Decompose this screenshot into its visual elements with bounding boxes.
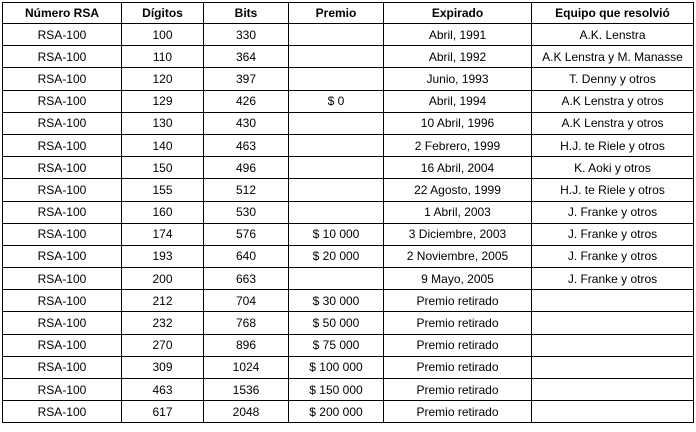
cell-digitos: 232 [122, 312, 204, 334]
cell-numero-rsa: RSA-100 [3, 24, 122, 46]
table-row [3, 379, 694, 401]
table-row [3, 179, 694, 201]
cell-equipo: J. Franke y otros [532, 245, 694, 267]
table-row [3, 356, 694, 378]
cell-expirado: 9 Mayo, 2005 [384, 268, 532, 290]
cell-digitos: 212 [122, 290, 204, 312]
cell-bits: 663 [204, 268, 289, 290]
cell-bits: 640 [204, 245, 289, 267]
cell-expirado: Abril, 1992 [384, 46, 532, 68]
cell-numero-rsa: RSA-100 [3, 379, 122, 401]
cell-expirado: 2 Febrero, 1999 [384, 134, 532, 156]
cell-premio: $ 20 000 [289, 245, 384, 267]
cell-bits: 530 [204, 201, 289, 223]
cell-equipo: J. Franke y otros [532, 223, 694, 245]
cell-bits: 704 [204, 290, 289, 312]
cell-digitos: 193 [122, 245, 204, 267]
cell-expirado: Premio retirado [384, 401, 532, 423]
cell-bits: 576 [204, 223, 289, 245]
cell-digitos: 155 [122, 179, 204, 201]
cell-equipo [532, 401, 694, 423]
cell-digitos: 140 [122, 134, 204, 156]
table-row [3, 24, 694, 46]
table-row [3, 223, 694, 245]
cell-expirado: 2 Noviembre, 2005 [384, 245, 532, 267]
cell-premio [289, 179, 384, 201]
cell-expirado: 10 Abril, 1996 [384, 112, 532, 134]
cell-bits: 426 [204, 90, 289, 112]
cell-numero-rsa: RSA-100 [3, 134, 122, 156]
cell-digitos: 129 [122, 90, 204, 112]
cell-expirado: 1 Abril, 2003 [384, 201, 532, 223]
table-row [3, 401, 694, 423]
cell-expirado: Premio retirado [384, 290, 532, 312]
table-row [3, 134, 694, 156]
cell-numero-rsa: RSA-100 [3, 201, 122, 223]
table-row [3, 112, 694, 134]
table-body [3, 24, 694, 423]
cell-numero-rsa: RSA-100 [3, 356, 122, 378]
table-row [3, 68, 694, 90]
cell-numero-rsa: RSA-100 [3, 46, 122, 68]
cell-digitos: 617 [122, 401, 204, 423]
cell-expirado: 22 Agosto, 1999 [384, 179, 532, 201]
cell-bits: 397 [204, 68, 289, 90]
cell-equipo: J. Franke y otros [532, 268, 694, 290]
cell-equipo [532, 334, 694, 356]
cell-digitos: 120 [122, 68, 204, 90]
header-numero-rsa: Número RSA [3, 3, 122, 24]
table-row [3, 290, 694, 312]
table-header-row [3, 3, 694, 24]
cell-bits: 364 [204, 46, 289, 68]
rsa-challenge-table [2, 2, 694, 423]
cell-premio [289, 201, 384, 223]
cell-digitos: 309 [122, 356, 204, 378]
table-row [3, 201, 694, 223]
cell-equipo: K. Aoki y otros [532, 157, 694, 179]
cell-premio: $ 10 000 [289, 223, 384, 245]
cell-digitos: 150 [122, 157, 204, 179]
cell-numero-rsa: RSA-100 [3, 223, 122, 245]
cell-bits: 768 [204, 312, 289, 334]
cell-numero-rsa: RSA-100 [3, 334, 122, 356]
cell-numero-rsa: RSA-100 [3, 312, 122, 334]
header-bits: Bits [204, 3, 289, 24]
cell-expirado: 16 Abril, 2004 [384, 157, 532, 179]
table-row [3, 268, 694, 290]
cell-expirado: Premio retirado [384, 334, 532, 356]
cell-bits: 2048 [204, 401, 289, 423]
header-digitos: Dígitos [122, 3, 204, 24]
cell-bits: 1536 [204, 379, 289, 401]
cell-digitos: 130 [122, 112, 204, 134]
cell-numero-rsa: RSA-100 [3, 268, 122, 290]
cell-bits: 496 [204, 157, 289, 179]
cell-premio: $ 75 000 [289, 334, 384, 356]
table-row [3, 245, 694, 267]
cell-premio: $ 0 [289, 90, 384, 112]
cell-equipo [532, 379, 694, 401]
cell-equipo [532, 290, 694, 312]
cell-numero-rsa: RSA-100 [3, 401, 122, 423]
cell-premio: $ 50 000 [289, 312, 384, 334]
cell-bits: 1024 [204, 356, 289, 378]
cell-equipo: H.J. te Riele y otros [532, 179, 694, 201]
cell-premio: $ 30 000 [289, 290, 384, 312]
cell-digitos: 100 [122, 24, 204, 46]
cell-bits: 512 [204, 179, 289, 201]
cell-numero-rsa: RSA-100 [3, 179, 122, 201]
cell-expirado: Abril, 1994 [384, 90, 532, 112]
cell-numero-rsa: RSA-100 [3, 290, 122, 312]
cell-premio [289, 112, 384, 134]
cell-premio [289, 134, 384, 156]
cell-premio [289, 268, 384, 290]
cell-premio [289, 157, 384, 179]
cell-equipo: H.J. te Riele y otros [532, 134, 694, 156]
cell-expirado: Premio retirado [384, 379, 532, 401]
table-row [3, 157, 694, 179]
cell-digitos: 270 [122, 334, 204, 356]
cell-expirado: Premio retirado [384, 356, 532, 378]
header-equipo: Equipo que resolvió [532, 3, 694, 24]
cell-equipo: J. Franke y otros [532, 201, 694, 223]
cell-numero-rsa: RSA-100 [3, 68, 122, 90]
cell-premio [289, 24, 384, 46]
cell-premio: $ 100 000 [289, 356, 384, 378]
cell-premio [289, 68, 384, 90]
cell-bits: 463 [204, 134, 289, 156]
cell-expirado: Abril, 1991 [384, 24, 532, 46]
cell-numero-rsa: RSA-100 [3, 157, 122, 179]
cell-premio: $ 200 000 [289, 401, 384, 423]
table-row [3, 312, 694, 334]
cell-bits: 896 [204, 334, 289, 356]
cell-digitos: 200 [122, 268, 204, 290]
cell-digitos: 110 [122, 46, 204, 68]
cell-numero-rsa: RSA-100 [3, 112, 122, 134]
header-expirado: Expirado [384, 3, 532, 24]
cell-digitos: 463 [122, 379, 204, 401]
cell-premio: $ 150 000 [289, 379, 384, 401]
cell-equipo: A.K Lenstra y otros [532, 112, 694, 134]
table-row [3, 334, 694, 356]
cell-digitos: 160 [122, 201, 204, 223]
cell-numero-rsa: RSA-100 [3, 90, 122, 112]
cell-equipo: A.K Lenstra y M. Manasse [532, 46, 694, 68]
table-row [3, 90, 694, 112]
cell-equipo: T. Denny y otros [532, 68, 694, 90]
table-row [3, 46, 694, 68]
cell-expirado: Junio, 1993 [384, 68, 532, 90]
cell-equipo [532, 356, 694, 378]
cell-bits: 330 [204, 24, 289, 46]
header-premio: Premio [289, 3, 384, 24]
cell-digitos: 174 [122, 223, 204, 245]
cell-expirado: Premio retirado [384, 312, 532, 334]
cell-numero-rsa: RSA-100 [3, 245, 122, 267]
cell-equipo [532, 312, 694, 334]
cell-expirado: 3 Diciembre, 2003 [384, 223, 532, 245]
cell-equipo: A.K. Lenstra [532, 24, 694, 46]
cell-premio [289, 46, 384, 68]
cell-equipo: A.K Lenstra y otros [532, 90, 694, 112]
cell-bits: 430 [204, 112, 289, 134]
